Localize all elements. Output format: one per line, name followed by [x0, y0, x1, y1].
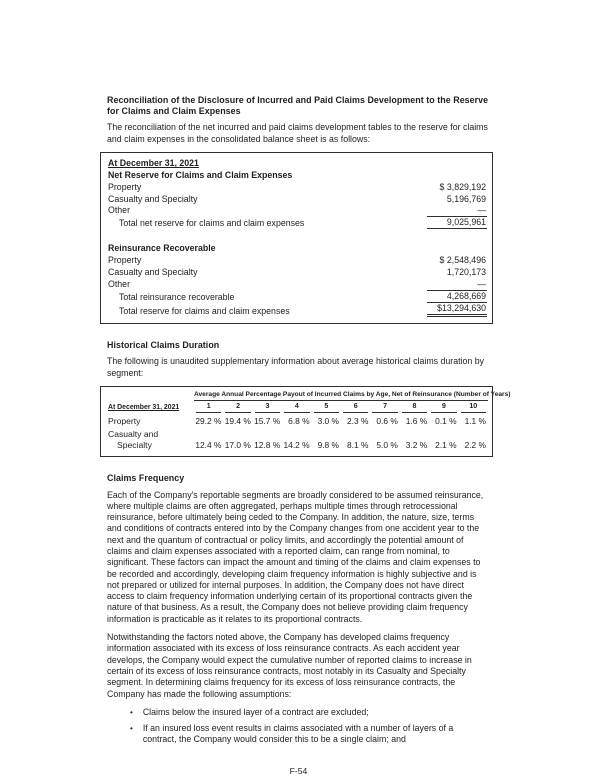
row-label: Total net reserve for claims and claim expenses	[119, 218, 305, 229]
row-value: 5,196,769	[446, 193, 486, 204]
table-row	[108, 242, 487, 254]
duration-heading: Historical Claims Duration	[107, 340, 220, 351]
table-row	[108, 205, 487, 217]
data-cell: 9.8 %	[317, 440, 339, 451]
data-cell: 3.2 %	[405, 440, 428, 451]
data-cell: 6.8 %	[288, 416, 310, 427]
row-label: Casualty and Specialty	[108, 429, 159, 450]
reconciliation-table	[100, 152, 493, 324]
assumptions-list	[130, 707, 490, 746]
list-item	[130, 707, 482, 718]
data-cell: 0.6 %	[376, 416, 398, 427]
data-cell: 1.6 %	[405, 416, 428, 427]
table-row-total	[108, 216, 487, 229]
table-date-header: At December 31, 2021	[108, 157, 199, 168]
duration-table	[100, 386, 511, 458]
data-cell: 2.2 %	[464, 440, 486, 451]
reconciliation-intro: The reconciliation of the net incurred and paid claims development tables to the reserve for claims and claim expenses in the consolidated balance sheet is as follows:	[107, 122, 488, 144]
column-header: 2	[225, 402, 250, 413]
data-cell: 15.7 %	[254, 416, 281, 427]
column-header: 9	[431, 402, 456, 413]
row-value: $13,294,630	[427, 303, 487, 317]
row-value: 9,025,961	[427, 216, 487, 229]
data-cell: 1.1 %	[464, 416, 486, 427]
claims-frequency-para2: Notwithstanding the factors noted above, the Company has developed claims frequency information associated with its excess of loss reinsurance contracts. As each accident year develops, the Company would expect the cumulative number of reported claims to increase in certain of its excess of loss reinsurance contracts, most notably in its Casualty and Specialty segment. In determining claims frequency for its excess of loss reinsurance contracts, the Company has made the following assumptions:	[107, 632, 472, 699]
row-label: Other	[108, 279, 131, 290]
table-date-header: At December 31, 2021	[108, 403, 180, 411]
row-value: —	[477, 205, 486, 216]
row-label: Net Reserve for Claims and Claim Expenses	[108, 169, 293, 180]
row-label: Casualty and Specialty	[108, 267, 198, 278]
list-item-text: Claims below the insured layer of a contract are excluded;	[142, 706, 369, 717]
column-header: 8	[402, 402, 427, 413]
table-row	[108, 266, 487, 278]
claims-frequency-heading: Claims Frequency	[107, 473, 185, 484]
table-row	[108, 254, 487, 266]
row-value: 4,268,669	[427, 290, 487, 303]
column-header: 3	[255, 402, 280, 413]
table-row	[108, 157, 487, 169]
span-header: Average Annual Percentage Payout of Incurred Claims by Age, Net of Reinsurance (Number of Years)	[194, 391, 488, 401]
data-cell: 3.0 %	[317, 416, 339, 427]
row-label: Property	[108, 415, 141, 426]
table-row	[108, 278, 487, 290]
data-cell: 8.1 %	[346, 440, 369, 451]
table-row	[108, 181, 487, 193]
claims-frequency-para1: Each of the Company's reportable segments are broadly considered to be assumed reinsurance, where multiple claims are often aggregated, perhaps multiple times through retrocessional reinsurance, before ultimately being ceded to the Company. In addition, the nature, size, terms and conditions of contracts entered into by the Company changes from one accident year to the next and the quantum of contractual or policy limits, and accordingly the potential amount of claims and claim expenses associated with a reported claim, can range from nominal, to significant. These factors can impact the amount and timing of the claims and claim expenses to be recorded and accordingly, developing claim frequency information is highly subjective and is not prepared or utilized for internal purposes. In addition, the Company does not have direct access to claim frequency information underlying certain of its proportional contracts given the nature of that business. As a result, the Company does not believe providing claim frequency information is practicable as it relates to its proportional contracts.	[107, 489, 484, 624]
data-cell: 29.2 %	[195, 416, 222, 427]
row-label: Reinsurance Recoverable	[108, 243, 216, 254]
duration-intro: The following is unaudited supplementary information about average historical claims duration by segment:	[107, 356, 485, 378]
data-cell: 2.1 %	[435, 440, 457, 451]
data-cell: 2.3 %	[346, 416, 369, 427]
row-value: 1,720,173	[446, 267, 486, 278]
list-item-text: If an insured loss event results in claims associated with a number of layers of a contract, the Company would consider this to be a single claim; and	[142, 723, 454, 745]
reconciliation-heading: Reconciliation of the Disclosure of Incurred and Paid Claims Development to the Reserve for Claims and Claim Expenses	[107, 95, 489, 117]
row-value: $ 2,548,496	[439, 255, 486, 266]
column-header: 4	[284, 402, 309, 413]
table-row	[108, 169, 487, 181]
row-value: —	[477, 279, 486, 290]
row-label: Casualty and Specialty	[108, 193, 198, 204]
data-cell: 17.0 %	[224, 440, 251, 451]
table-row-total	[108, 290, 487, 303]
data-cell: 5.0 %	[376, 440, 398, 451]
column-header: 5	[314, 402, 339, 413]
row-value: $ 3,829,192	[439, 181, 486, 192]
row-label: Other	[108, 205, 131, 216]
column-header: 1	[196, 402, 221, 413]
data-cell: 14.2 %	[283, 440, 310, 451]
row-label: Property	[108, 181, 142, 192]
row-label: Total reinsurance recoverable	[119, 292, 235, 303]
column-header: 7	[372, 402, 397, 413]
table-row	[108, 193, 487, 205]
page-number: F-54	[289, 765, 308, 776]
data-cell: 0.1 %	[435, 416, 457, 427]
table-spacer	[108, 229, 487, 242]
column-header: 6	[343, 402, 368, 413]
list-item	[130, 723, 482, 746]
column-header: 10	[461, 402, 486, 413]
data-cell: 12.8 %	[254, 440, 281, 451]
data-cell: 19.4 %	[224, 416, 251, 427]
bullet-icon: •	[130, 707, 133, 717]
bullet-icon: •	[130, 724, 133, 734]
row-label: Total reserve for claims and claim expenses	[119, 306, 290, 317]
table-row-grand-total	[108, 303, 487, 317]
data-cell: 12.4 %	[195, 440, 222, 451]
row-label: Property	[108, 255, 142, 266]
